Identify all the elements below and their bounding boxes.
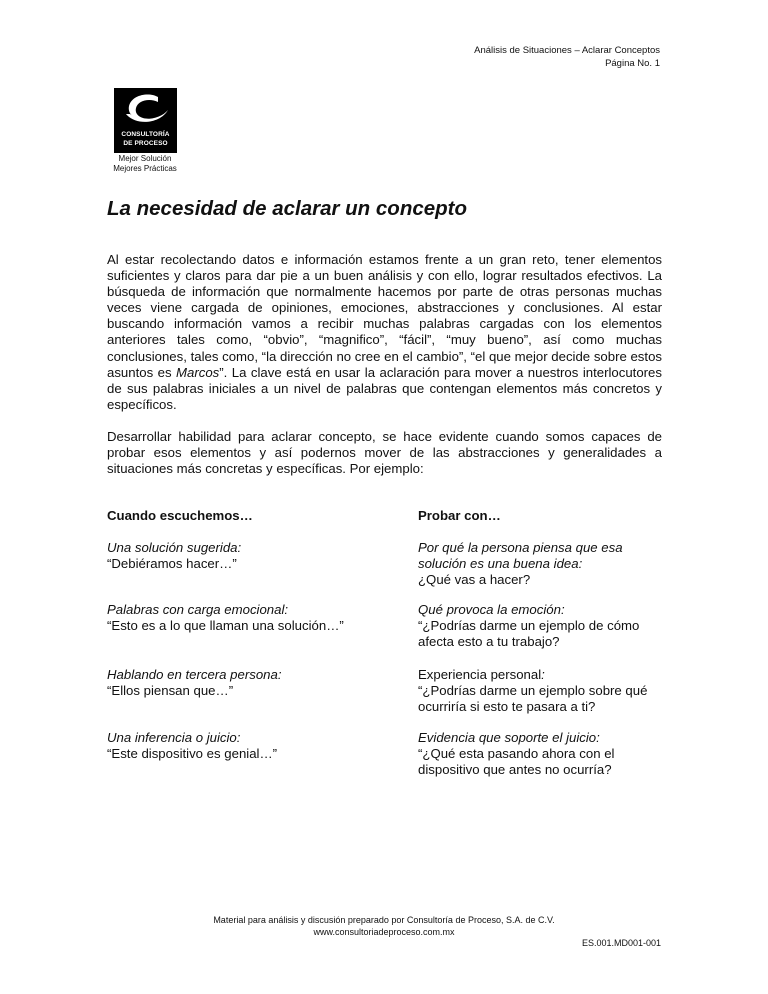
page-number: Página No. 1	[605, 58, 660, 69]
row-right-text: “¿Podrías darme un ejemplo sobre qué ocurriría si esto te pasara a ti?	[418, 683, 648, 715]
paragraph-intro	[107, 252, 662, 413]
row-left-quote: “Esto es a lo que llaman una solución…”	[107, 618, 344, 634]
tagline-line1: Mejor Solución	[118, 154, 172, 163]
row-left	[107, 730, 397, 762]
header-title: Análisis de Situaciones – Aclarar Conceptos	[474, 45, 660, 56]
row-right	[418, 667, 668, 715]
page-footer	[0, 914, 768, 938]
row-left-quote: “Debiéramos hacer…”	[107, 556, 237, 572]
document-id: ES.001.MD001-001	[581, 938, 661, 948]
footer-website: www.consultoriadeproceso.com.mx	[313, 927, 455, 937]
paragraph-intro-tail: ”. La clave está en usar la aclaración para mover a nuestros interlocutores de sus palabras iniciales a un nivel de palabras que contengan elementos más concretos y específicos.	[107, 364, 662, 412]
footer-note: Material para análisis y discusión preparado por Consultoría de Proceso, S.A. de C.V.	[213, 915, 555, 925]
logo-text-line1: CONSULTORÍA	[121, 131, 170, 138]
column-header-listen: Cuando escuchemos…	[107, 508, 253, 523]
row-right-text: ¿Qué vas a hacer?	[418, 572, 531, 588]
row-right	[418, 730, 668, 778]
paragraph-intro-italic: Marcos	[176, 364, 220, 380]
column-header-probe: Probar con…	[418, 508, 501, 523]
row-left	[107, 667, 397, 699]
logo-tagline	[104, 154, 186, 174]
page-header	[474, 44, 660, 70]
row-left-label: Una solución sugerida:	[107, 540, 242, 555]
row-left	[107, 540, 397, 572]
row-right-text: “¿Podrías darme un ejemplo de cómo afecta esto a tu trabajo?	[418, 618, 640, 650]
row-right-label: Por qué la persona piensa que esa solución es una buena idea:	[418, 540, 623, 572]
row-right-label: Qué provoca la emoción:	[418, 602, 565, 617]
document-title: La necesidad de aclarar un concepto	[107, 197, 468, 220]
row-right-text: “¿Qué esta pasando ahora con el dispositivo que antes no ocurría?	[418, 746, 615, 778]
row-left-quote: “Ellos piensan que…”	[107, 683, 234, 699]
logo-mark-icon	[114, 88, 177, 133]
tagline-line2: Mejores Prácticas	[113, 164, 177, 173]
row-right	[418, 602, 668, 650]
row-left-label: Palabras con carga emocional:	[107, 602, 289, 617]
row-left-quote: “Este dispositivo es genial…”	[107, 746, 278, 762]
row-right	[418, 540, 668, 588]
logo-text-line2: DE PROCESO	[123, 140, 168, 147]
paragraph-intro-text: Al estar recolectando datos e información estamos frente a un gran reto, tener elementos suficientes y claros para dar pie a un buen análisis y con ello, lograr resultados efectivos. La búsqueda de información que normalmente hacemos por parte de otras personas muchas veces viene cargada de opiniones, emociones, abstracciones y conclusiones. Al estar buscando información vamos a recibir muchas palabras cargadas con los elementos anteriores tales como, “obvio”, “magnifico”, “fácil”, “muy bueno”, así como muchas conclusiones, tales como, “la dirección no cree en el cambio”, “el que mejor decide sobre estos asuntos es	[107, 252, 662, 380]
row-left-label: Hablando en tercera persona:	[107, 667, 282, 682]
row-right-label-text: Experiencia personal	[418, 667, 542, 682]
row-right-label	[418, 667, 668, 683]
company-logo	[114, 88, 177, 153]
row-left-label: Una inferencia o juicio:	[107, 730, 241, 745]
row-right-label-colon: :	[541, 667, 545, 682]
paragraph-example: Desarrollar habilidad para aclarar concepto, se hace evidente cuando somos capaces de probar esos elementos y así podernos mover de las abstracciones y generalidades a situaciones más concretas y específicas. Por ejemplo:	[107, 429, 662, 477]
row-left	[107, 602, 397, 634]
row-right-label: Evidencia que soporte el juicio:	[418, 730, 600, 745]
